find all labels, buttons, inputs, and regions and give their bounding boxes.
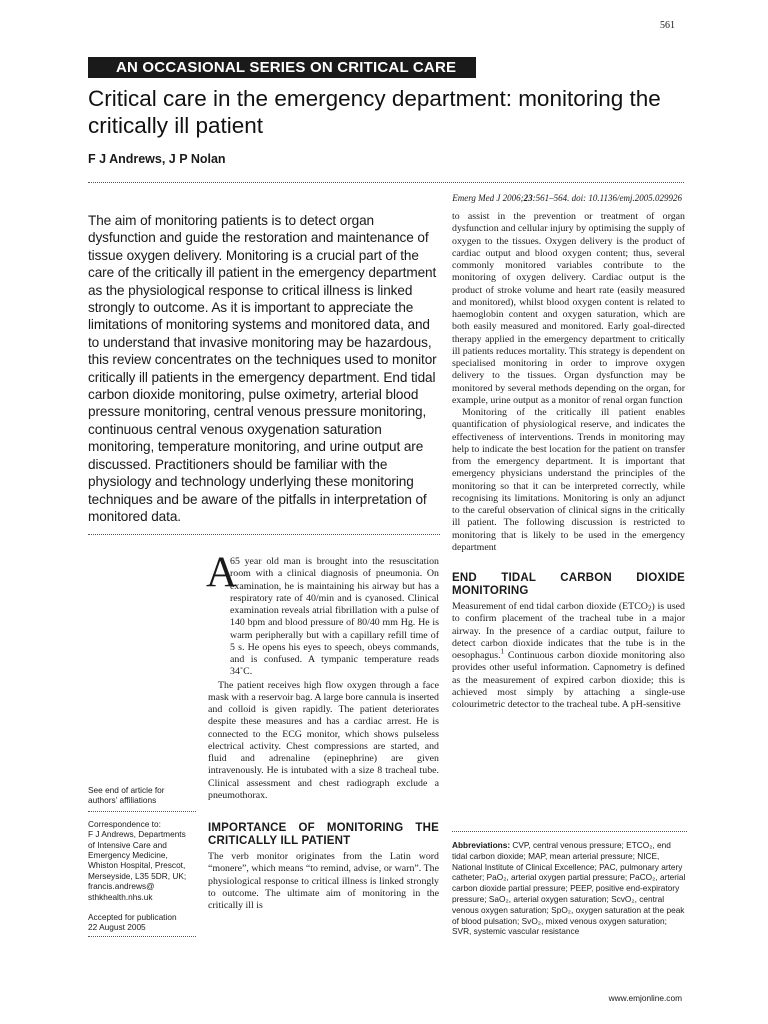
abbreviations-box [452,840,687,937]
citation-volume: 23 [523,193,533,203]
citation-line [452,193,682,203]
importance-heading: IMPORTANCE OF MONITORING THE CRITICALLY ILL PATIENT [208,822,439,847]
case-paragraph-2: The patient receives high flow oxygen through a face mask with a reservoir bag. A large bore cannula is inserted and colloid is given rapidly. The patient deteriorates despite these measures and has a cardiac arrest. He is connected to the ECG monitor, which shows pulseless electrical activity. Chest compressions are started, and fluid and adrenaline (epinephrine) are given intravenously. He is intubated with a size 8 tracheal tube. Clinical assessment and chest radiograph exclude a pneumothorax. [208,679,439,801]
importance-paragraph-1: The verb monitor originates from the Latin word “monere”, which means “to remind, advise, or warn”. The physiological response to critical illness is linked strongly to outcome. The ultimate aim of monitoring in the critically ill is [208,851,439,911]
abstract-divider [88,534,440,535]
etco2-text-3: Continuous carbon dioxide monitoring also provides other useful information. Capnometry is defined as the measurement of expired carbon dioxide; this is achieved most simply by attaching a single-use colourimetric detector to the tracheal tube. A pH-sensitive [452,650,685,710]
right-column [452,211,685,711]
author-list: F J Andrews, J P Nolan [88,152,226,166]
sidebar-divider [88,811,196,812]
sidebar-notes [88,785,196,937]
footer-url: www.emjonline.com [608,993,682,1003]
abbreviations-divider [452,831,687,832]
importance-paragraph-2: to assist in the prevention or treatment of organ dysfunction and cellular injury by optimising the supply of oxygen to the tissues. Oxygen delivery is the product of cardiac output and blood oxygen content; thus, several commonly monitored variables contribute to the monitoring of oxygen delivery. Cardiac output is the product of stroke volume and heart rate (easily measured and monitored), whilst blood oxygen content is related to haemoglobin content and oxygen saturation, which are both easily measured and monitored. Early goal-directed therapy applied in the emergency department to critically ill patients reduces mortality. This strategy is dependent on specialised monitoring in order to improve oxygen delivery to the tissues. Organ dysfunction may be monitored by several methods depending on the organ, for example, urine output as a monitor of renal organ function [452,211,685,406]
series-banner: AN OCCASIONAL SERIES ON CRITICAL CARE [88,57,476,78]
case-paragraph-1: 65 year old man is brought into the resuscitation room with a clinical diagnosis of pneumonia. On examination, he is maintaining his airway but has a respiratory rate of 40/min and is cyanosed. Clinical examination reveals atrial fibrillation with a pulse of 140 bpm and blood pressure of 80/40 mm Hg. He is warm peripherally but with a capillary refill time of 5 s. He opens his eyes to speech, obeys commands, and is confused. A tympanic temperature reads 34˚C. [230,556,439,678]
abstract: The aim of monitoring patients is to detect organ dysfunction and guide the restoration and maintenance of tissue oxygen delivery. Monitoring is a crucial part of the care of the critically ill patient in the emergency department as the physiological response to critical illness is linked strongly to outcome. As it is important to appreciate the limitations of monitoring systems and monitored data, and to understand that invasive monitoring may be hazardous, this review concentrates on the techniques used to monitor critically ill patients in the emergency department. End tidal carbon dioxide monitoring, pulse oximetry, arterial blood pressure monitoring, central venous pressure monitoring, continuous central venous oxygenation saturation monitoring, temperature monitoring, and urine output are discussed. Practitioners should be familiar with the physiology and technology underlying these monitoring techniques and be aware of the pitfalls in interpretation of monitored data. [88,213,437,524]
etco2-reference: 1 [500,647,505,656]
title-divider [88,182,684,183]
correspondence-email: sthkhealth.nhs.uk [88,891,153,902]
etco2-text-1: Measurement of end tidal carbon dioxide (ETCO [452,601,648,612]
journal-name: Emerg Med J [452,193,501,203]
sidebar-divider [88,936,196,937]
article-title: Critical care in the emergency department: monitoring the critically ill patient [88,86,661,138]
case-column [206,549,439,912]
page-number: 561 [660,20,675,31]
correspondence-line: Emergency Medicine, [88,850,168,861]
accepted-date: 22 August 2005 [88,922,146,933]
correspondence-label: Correspondence to: [88,818,161,829]
importance-paragraph-3: Monitoring of the critically ill patient enables quantification of physiological reserve, and indicates the effectiveness of interventions. Trends in monitoring may help to indicate the best location for the patient on transfer from the emergency department. It is important that emergency physicians understand the principles of the monitoring so that it can be interpreted correctly, while recognising its limitations. Monitoring is only an adjunct to the careful observation of clinical signs in the critically ill patient. The following discussion is restricted to monitoring that is likely to be used in the emergency department [452,407,685,553]
accepted-line: Accepted for publication [88,912,177,923]
affiliations-note: See end of article for authors’ affiliations [88,785,165,806]
correspondence-email: francis.andrews@ [88,881,155,892]
etco2-text-2: ) is used to confirm placement of the tracheal tube in a major airway. In the presence of a cardiac output, failure to detect carbon dioxide indicates that the tube is in the oesophagus. [452,601,685,661]
correspondence-line: Merseyside, L35 5DR, UK; [88,870,187,881]
etco2-subscript: 2 [647,604,652,613]
citation-pages-doi: :561–564. doi: 10.1136/emj.2005.029926 [532,193,682,203]
drop-cap: A [206,549,238,596]
etco2-paragraph [452,601,685,711]
correspondence-line: of Intensive Care and [88,839,167,850]
citation-year: 2006; [502,193,524,203]
correspondence-line: F J Andrews, Departments [88,829,186,840]
abbreviations-label: Abbreviations: [452,840,511,850]
correspondence-line: Whiston Hospital, Prescot, [88,860,186,871]
abbreviations-text: CVP, central venous pressure; ETCO₂, end tidal carbon dioxide; MAP, mean arterial pressure; NICE, National Institute of Clinical Excellence; PAC, pulmonary artery catheter; PaO₂, arterial oxygen partial pressure; PaCO₂, arterial carbon dioxide partial pressure; PEEP, positive end-expiratory pressure; SaO₂, arterial oxygen saturation; ScvO₂, central venous oxygen saturation; SpO₂, oxygen saturation at the peak of blood pulsation; SvO₂, mixed venous oxygen saturation; SVR, systemic vascular resistance [452,840,686,937]
etco2-heading: END TIDAL CARBON DIOXIDE MONITORING [452,572,685,597]
